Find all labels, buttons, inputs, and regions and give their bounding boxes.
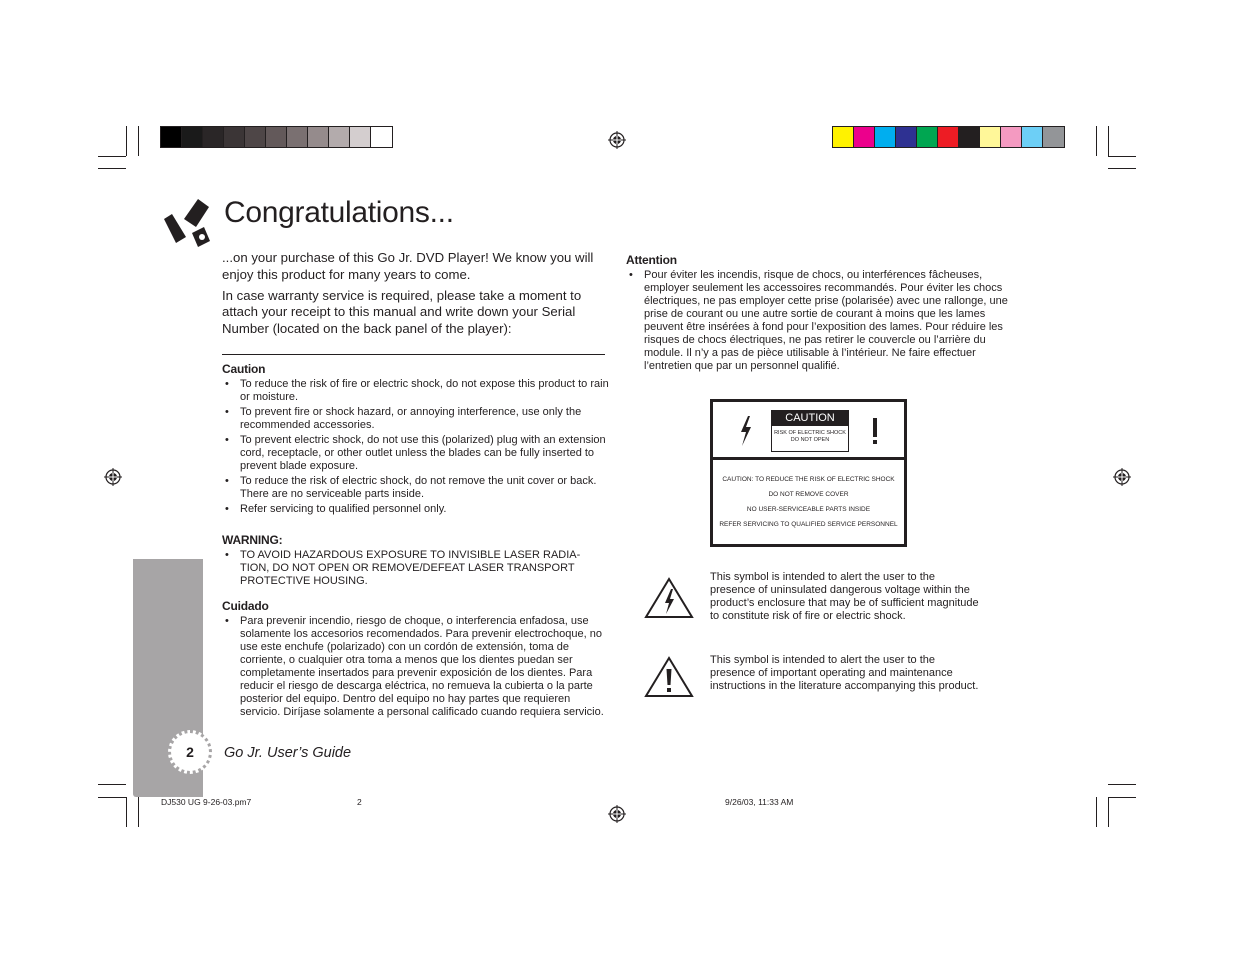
list-item: • Pour éviter les incendis, risque de chocs, ou interférences fâcheuses, employer seulement les accessoires recommandés. Pour éviter les chocs électriques, ne pas employer cette prise (polarisée) avec une rallonge, une prise de courant ou une autre sortie de courant à moins que les lames peuvent être insérées à fond pour l’exposition des lames. Pour réduire les risques de chocs électriques, ne pas retirer le couvercle ou l’arrière du module. Il n’y a pas de pièce utilisable à l’intérieur. Ne faire effectuer l’entretien que par un personnel qualifié. — [626, 269, 1016, 373]
list-item: • TO AVOID HAZARDOUS EXPOSURE TO INVISIBLE LASER RADIA-TION, DO NOT OPEN OR REMOVE/DEFEAT LASER TRANSPORT PROTECTIVE HOUSING. — [222, 549, 609, 588]
list-item: • To reduce the risk of electric shock, do not remove the unit cover or back. There are no serviceable parts inside. — [222, 475, 609, 501]
attention-heading: Attention — [626, 253, 677, 267]
footer-page: 2 — [357, 797, 362, 807]
caution-box-risk — [772, 430, 848, 443]
warning-list — [222, 549, 609, 588]
lightning-symbol-text: This symbol is intended to alert the user to the presence of uninsulated dangerous voltage within the product’s enclosure that may be of sufficient magnitude to constitute risk of fire or electric shock. — [710, 571, 979, 622]
registration-target-icon — [104, 468, 122, 486]
crop-mark — [98, 797, 126, 798]
intro-text — [222, 250, 607, 342]
crop-mark — [1096, 126, 1097, 156]
crop-mark — [1096, 797, 1097, 827]
warning-heading: WARNING: — [222, 533, 283, 547]
crop-mark — [1108, 126, 1109, 156]
warning-section — [222, 533, 609, 590]
caution-box — [771, 410, 849, 452]
color-swatch — [203, 127, 224, 147]
label-line: DO NOT REMOVE COVER — [768, 491, 849, 498]
registration-target-icon — [1113, 468, 1131, 486]
list-item: • Para prevenir incendio, riesgo de choque, o interferencia enfadosa, use solamente los accesorios recomendados. Para prevenir electrochoque, no use este enchufe (polarizado) con un cordón de extensión, toma de corriente, o cualquier otra toma a menos que los dientes puedan ser completamente insertados para prevenir exposición de los dientes. Para reducir el riesgo de descarga eléctrica, no remueva la cubierta o la parte posterior del equipo. Dentro del equipo no hay partes que requieren servicio. Diríjase solamente a personal calificado cuando requiera servicio. — [222, 615, 609, 719]
list-item: • To reduce the risk of fire or electric shock, do not expose this product to rain or moisture. — [222, 378, 609, 404]
color-swatch — [1022, 127, 1043, 147]
color-swatch — [266, 127, 287, 147]
color-swatch — [917, 127, 938, 147]
crop-mark — [126, 126, 127, 156]
attention-list — [626, 269, 1016, 373]
risk-line: RISK OF ELECTRIC SHOCK — [774, 430, 846, 436]
color-swatch-bar — [832, 126, 1065, 148]
registration-target-icon — [608, 131, 626, 149]
list-item: • To prevent electric shock, do not use this (polarized) plug with an extension cord, receptacle, or other outlet unless the blades can be fully inserted to prevent blade exposure. — [222, 434, 609, 473]
label-line: NO USER-SERVICEABLE PARTS INSIDE — [746, 506, 871, 513]
crop-mark — [1108, 168, 1136, 169]
serial-number-line — [222, 354, 605, 355]
color-swatch — [1001, 127, 1022, 147]
crop-mark — [1108, 156, 1136, 157]
page-number: 2 — [186, 744, 194, 760]
cuidado-list — [222, 615, 609, 719]
cuidado-heading: Cuidado — [222, 599, 269, 613]
color-swatch — [350, 127, 371, 147]
crop-mark — [1108, 797, 1136, 798]
list-item: • To prevent fire or shock hazard, or annoying interference, use only the recommended accessories. — [222, 406, 609, 432]
intro-paragraph: ...on your purchase of this Go Jr. DVD Player! We know you will enjoy this product for many years to come. — [222, 250, 594, 282]
exclamation-icon — [861, 414, 889, 448]
crop-mark — [1108, 784, 1136, 785]
crop-mark — [98, 784, 126, 785]
color-swatch — [938, 127, 959, 147]
color-swatch — [896, 127, 917, 147]
caution-heading: Caution — [222, 362, 266, 376]
color-swatch — [161, 127, 182, 147]
label-line: CAUTION: TO REDUCE THE RISK OF ELECTRIC SHOCK — [722, 476, 895, 483]
label-divider — [713, 457, 904, 460]
label-line: REFER SERVICING TO QUALIFIED SERVICE PERSONNEL — [719, 521, 898, 528]
color-swatch — [245, 127, 266, 147]
color-swatch — [224, 127, 245, 147]
color-swatch — [182, 127, 203, 147]
cuidado-section — [222, 599, 609, 721]
footer-timestamp: 9/26/03, 11:33 AM — [725, 797, 794, 807]
grayscale-swatch-bar — [160, 126, 393, 148]
color-swatch — [329, 127, 350, 147]
attention-section — [626, 253, 1016, 375]
color-swatch — [980, 127, 1001, 147]
risk-line: DO NOT OPEN — [790, 436, 830, 443]
color-swatch — [833, 127, 854, 147]
exclamation-logo-icon — [162, 197, 212, 249]
crop-mark — [126, 797, 127, 827]
exclamation-symbol-text: This symbol is intended to alert the user to the presence of important operating and maintenance instructions in the literature accompanying this product. — [710, 654, 979, 692]
crop-mark — [1108, 797, 1109, 827]
guide-title: Go Jr. User’s Guide — [224, 745, 352, 761]
caution-list — [222, 378, 609, 516]
color-swatch — [1043, 127, 1064, 147]
caution-box-title: CAUTION — [772, 411, 848, 426]
color-swatch — [308, 127, 329, 147]
lightning-icon — [735, 414, 757, 448]
crop-mark — [98, 168, 126, 169]
crop-mark — [138, 126, 139, 156]
lightning-triangle-icon — [644, 577, 694, 619]
color-swatch — [875, 127, 896, 147]
crop-mark — [138, 797, 139, 827]
label-text — [713, 472, 904, 532]
crop-mark — [98, 156, 126, 157]
color-swatch — [371, 127, 392, 147]
color-swatch — [287, 127, 308, 147]
color-swatch — [959, 127, 980, 147]
page-number-badge — [168, 730, 212, 774]
page-title: Congratulations... — [224, 196, 454, 229]
caution-label — [710, 399, 907, 547]
list-item: • Refer servicing to qualified personnel only. — [222, 503, 609, 516]
footer-filename: DJ530 UG 9-26-03.pm7 — [161, 797, 252, 807]
intro-paragraph: In case warranty service is required, please take a moment to attach your receipt to this manual and write down your Serial Number (located on the back panel of the player): — [222, 287, 582, 337]
registration-target-icon — [608, 805, 626, 823]
caution-section — [222, 362, 609, 518]
exclamation-triangle-icon — [644, 656, 694, 698]
color-swatch — [854, 127, 875, 147]
